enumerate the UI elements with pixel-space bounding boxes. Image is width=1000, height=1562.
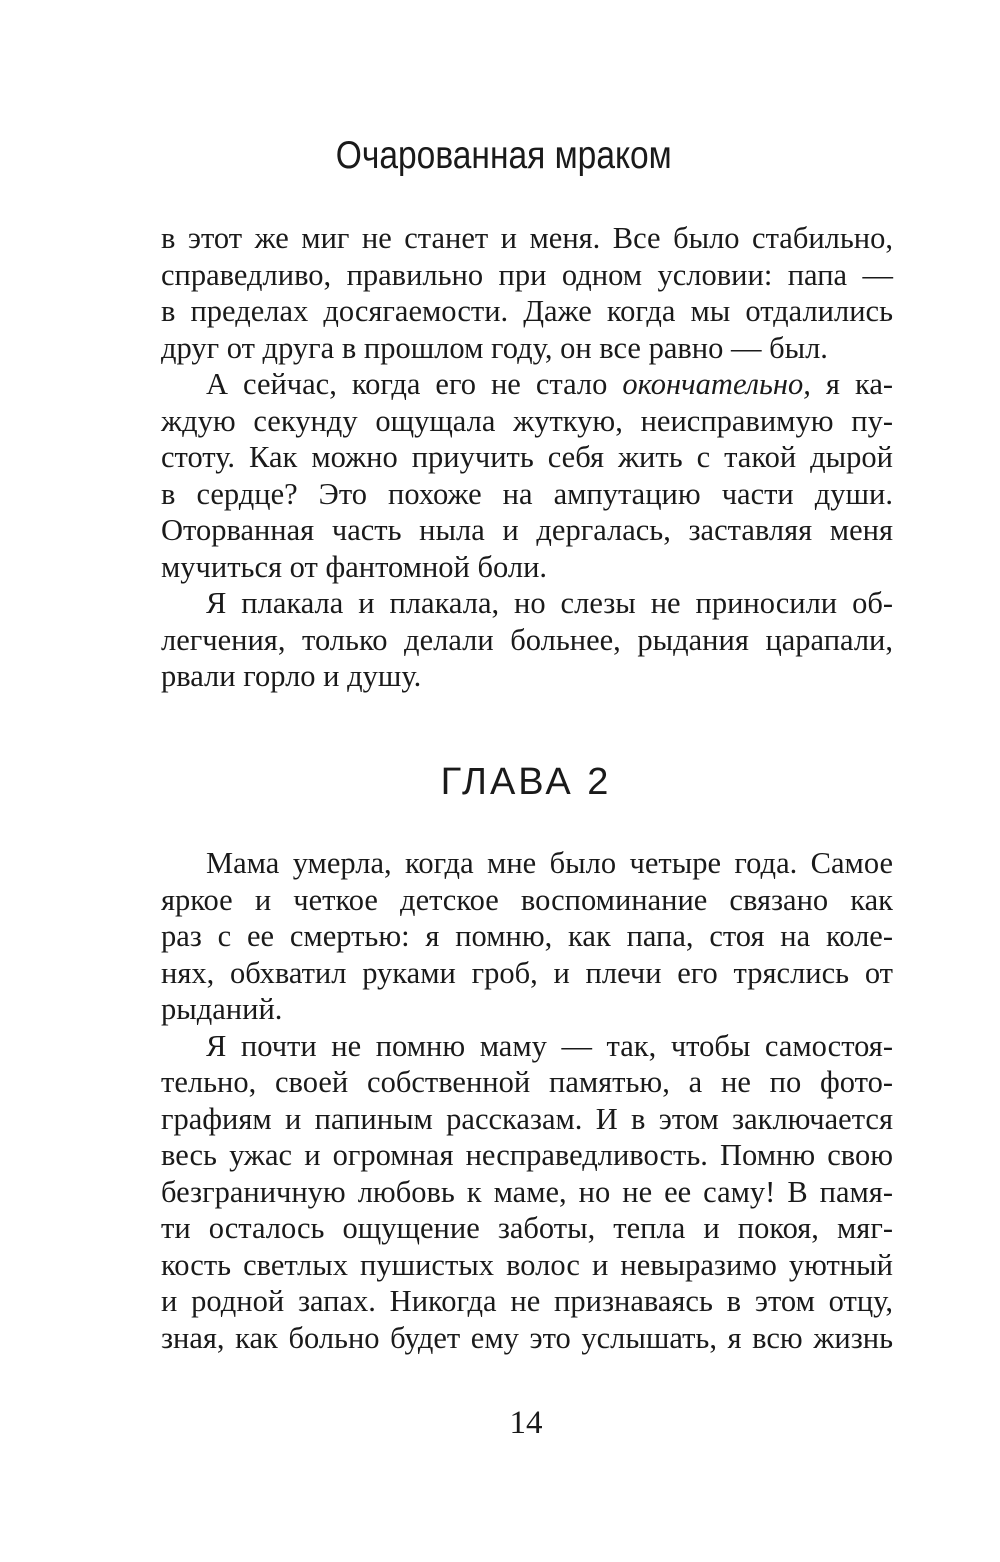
text-line: в этот же миг не станет и меня. Все было стабильно, (161, 221, 893, 255)
chapter-title: ГЛАВА 2 (440, 761, 612, 803)
text-line: безграничную любовь к маме, но не ее саму! В памя- (161, 1174, 893, 1209)
text-line: стоту. Как можно приучить себя жить с такой дырой (161, 440, 893, 474)
text-line: и родной запах. Никогда не признаваясь в этом отцу, (161, 1284, 893, 1318)
text-block-continuation (161, 220, 893, 695)
text-line: Оторванная часть ныла и дергалась, заставляя меня (161, 513, 893, 547)
text-line: друг от друга в прошлом году, он все равно — был. (161, 330, 828, 365)
text-line: кость светлых пушистых волос и невыразимо уютный (161, 1247, 893, 1282)
text-line (161, 366, 893, 403)
text-line: зная, как больно будет ему это услышать, я всю жизнь (161, 1320, 893, 1355)
text-line: весь ужас и огромная несправедливость. Помню свою (161, 1138, 893, 1172)
text-line: Я плакала и плакала, но слезы не приносили об- (206, 586, 893, 620)
text-line: в сердце? Это похоже на ампутацию части души. (161, 476, 893, 511)
paragraph-4 (161, 845, 893, 1028)
text-line: рыданий. (161, 992, 283, 1026)
text-line: раз с ее смертью: я помню, как папа, стоя на коле- (161, 919, 893, 953)
text-line: легчения, только делали больнее, рыдания царапали, (161, 622, 893, 657)
paragraph-3 (161, 585, 893, 695)
text-line: рвали горло и душу. (161, 659, 422, 693)
text-block-chapter-2 (161, 845, 893, 1356)
text-line: нях, обхватил руками гроб, и плечи его тряслись от (161, 955, 893, 990)
text-line: в пределах досягаемости. Даже когда мы отдалились (161, 294, 893, 328)
paragraph-5 (161, 1028, 893, 1357)
text-line: мучиться от фантомной боли. (161, 549, 548, 584)
emphasis-text: окончательно, (622, 367, 811, 401)
text-line: ти осталось ощущение заботы, тепла и покоя, мяг- (161, 1211, 893, 1245)
text-run: я ка- (825, 367, 894, 401)
paragraph-1 (161, 220, 893, 366)
page-number: 14 (509, 1405, 543, 1441)
running-head: Очарованная мраком (335, 134, 672, 177)
paragraph-2 (161, 366, 893, 585)
text-run: А сейчас, когда его не стало (206, 367, 608, 401)
text-line: тельно, своей собственной памятью, а не по фото- (161, 1065, 893, 1099)
text-line: графиям и папиным рассказам. И в этом заключается (161, 1101, 893, 1136)
text-line: яркое и четкое детское воспоминание связано как (161, 882, 893, 917)
text-line: ждую секунду ощущала жуткую, неисправимую пу- (161, 403, 893, 438)
text-line: Я почти не помню маму — так, чтобы самостоя- (206, 1028, 893, 1063)
text-line: Мама умерла, когда мне было четыре года. Самое (206, 846, 893, 880)
text-line: справедливо, правильно при одном условии: папа — (161, 257, 893, 292)
